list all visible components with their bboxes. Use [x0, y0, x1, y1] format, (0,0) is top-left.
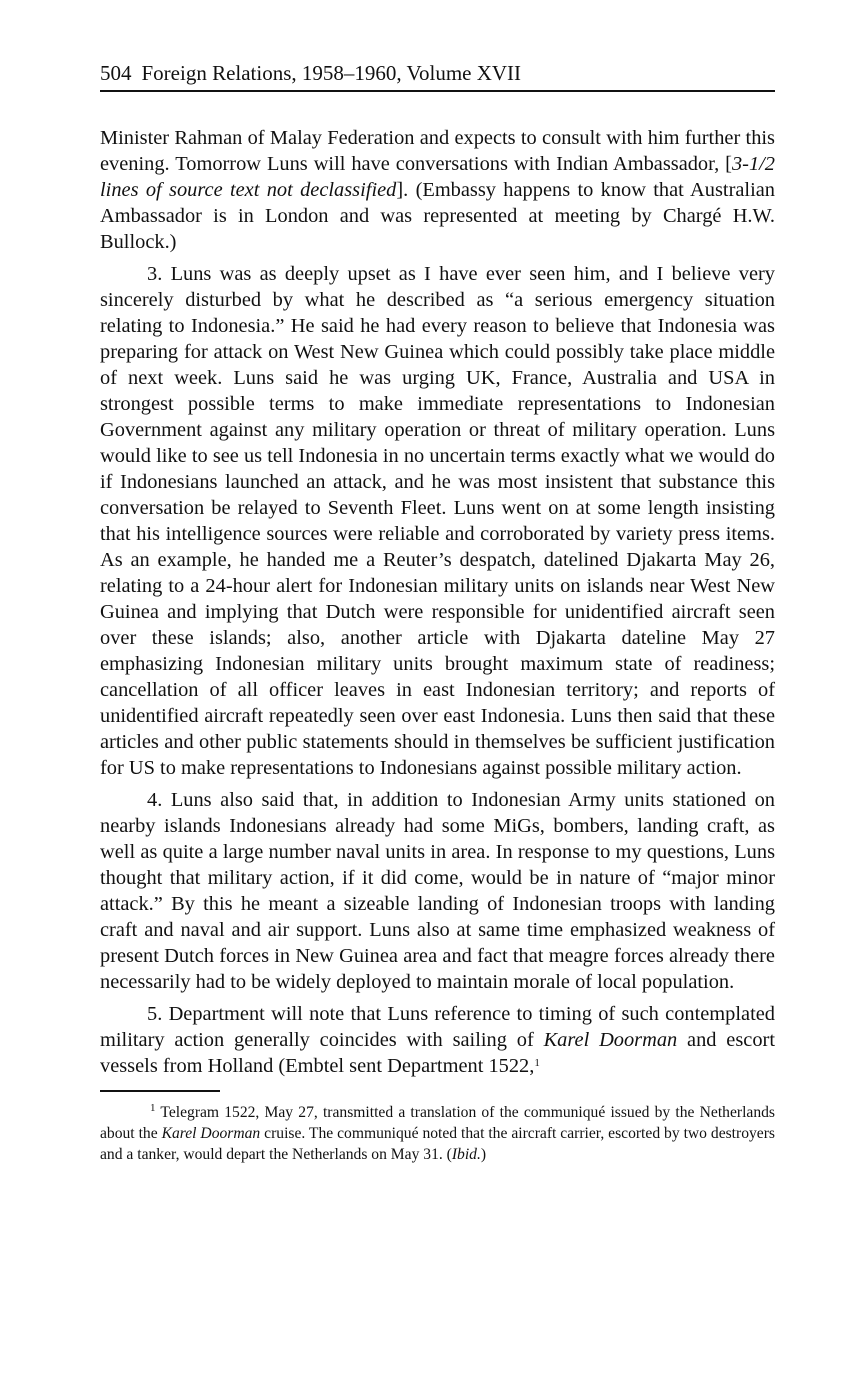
text-run: and escort vessels from Holland (Embtel sent Department 1522,	[100, 1029, 775, 1077]
footnote-marker: 1	[150, 1102, 156, 1114]
page-number: 504	[100, 61, 132, 85]
citation-ibid: Ibid.	[451, 1146, 481, 1163]
text-run: 5. Department will note that Luns reference to timing of such contemplated military action generally coincides with sailing of	[100, 1003, 775, 1051]
volume-title: Foreign Relations, 1958–1960, Volume XVII	[141, 61, 522, 85]
running-head	[100, 58, 775, 92]
ship-name: Karel Doorman	[161, 1125, 261, 1142]
footnote-reference: 1	[534, 1057, 540, 1069]
ship-name: Karel Doorman	[543, 1029, 678, 1051]
paragraph-4: 4. Luns also said that, in addition to Indonesian Army units stationed on nearby islands Indonesians already had some MiGs, bombers, landing craft, as well as quite a large number naval units in area. In response to my questions, Luns thought that military action, if it did come, would be in nature of “major minor attack.” By this he meant a sizeable landing of Indonesian troops with landing craft and naval and air support. Luns also at same time emphasized weakness of present Dutch forces in New Guinea area and fact that meagre forces already there necessarily had to be widely deployed to maintain morale of local population.	[100, 789, 775, 993]
text-run: ]. (Embassy happens to know that Australian Ambassador is in London and was represented at meeting by Chargé H.W. Bullock.)	[100, 179, 775, 253]
document-page	[100, 58, 775, 1165]
text-run: )	[480, 1146, 487, 1163]
paragraph-continued	[100, 125, 775, 255]
body-text	[100, 125, 775, 1079]
text-run: Minister Rahman of Malay Federation and expects to consult with him further this evening. Tomorrow Luns will have conversations with Indian Ambassador, [	[100, 127, 775, 175]
editorial-note: 3-1/2 lines of source text not declassified	[100, 153, 775, 201]
text-run: Telegram 1522, May 27, transmitted a translation of the communiqué issued by the Netherlands about the	[100, 1104, 775, 1142]
footnote-divider	[100, 1090, 220, 1092]
paragraph-5	[100, 1001, 775, 1079]
text-run: cruise. The communiqué noted that the aircraft carrier, escorted by two destroyers and a tanker, would depart the Netherlands on May 31. (	[100, 1125, 775, 1163]
paragraph-3: 3. Luns was as deeply upset as I have ever seen him, and I believe very sincerely disturbed by what he described as “a serious emergency situation relating to Indonesia.” He said he had every reason to believe that Indonesia was preparing for attack on West New Guinea which could possibly take place middle of next week. Luns said he was urging UK, France, Australia and USA in strongest possible terms to make immediate representations to Indonesian Government against any military operation or threat of military operation. Luns would like to see us tell Indonesia in no uncertain terms exactly what we would do if Indonesians launched an attack, and he was most insistent that substance this conversation be relayed to Seventh Fleet. Luns went on at some length insisting that his intelligence sources were reliable and corroborated by variety press items. As an example, he handed me a Reuter’s despatch, datelined Djakarta May 26, relating to a 24-hour alert for Indonesian military units on islands near West New Guinea and implying that Dutch were responsible for unidentified aircraft seen over these islands; also, another article with Djakarta dateline May 27 emphasizing Indonesian military units brought maximum state of readiness; cancellation of all officer leaves in east Indonesian territory; and reports of unidentified aircraft repeatedly seen over east Indonesia. Luns then said that these articles and other public statements should in themselves be sufficient justification for US to make representations to Indonesians against possible military action.	[100, 263, 775, 779]
footnote	[100, 1102, 775, 1165]
